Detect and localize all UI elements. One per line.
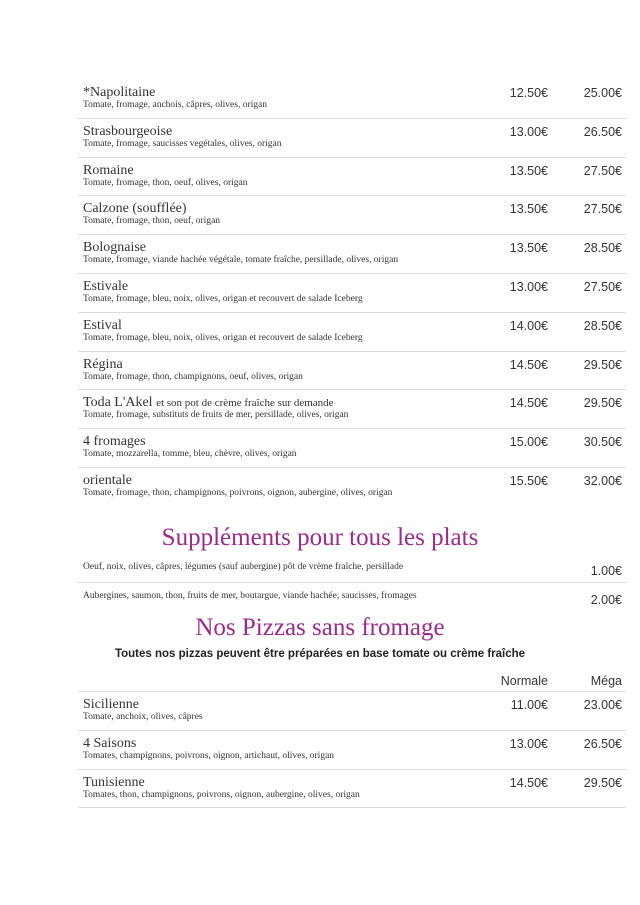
- price-normale: 13.50€: [509, 241, 548, 256]
- menu-item: [78, 196, 626, 235]
- supplement-price: 2.00€: [590, 593, 622, 607]
- price-mega: 28.50€: [583, 318, 622, 333]
- menu-item: [78, 468, 626, 507]
- item-name: Romaine: [83, 162, 134, 178]
- price-normale: 13.50€: [509, 202, 548, 217]
- price-mega: 32.00€: [583, 473, 622, 488]
- item-name: Toda L'Akel: [83, 395, 153, 411]
- price-mega: 29.50€: [583, 357, 622, 372]
- price-mega: 25.00€: [583, 86, 622, 100]
- supplements-heading: Suppléments pour tous les plats: [161, 524, 479, 551]
- item-name: Estival: [83, 317, 122, 333]
- price-mega: 27.50€: [583, 163, 622, 178]
- sans-fromage-list: [78, 692, 626, 808]
- supplement-price: 1.00€: [590, 564, 622, 578]
- item-description: Tomate, fromage, anchois, câpres, olives, origan: [83, 100, 267, 110]
- price-normale: 12.50€: [509, 86, 548, 100]
- supplement-row: [78, 583, 626, 612]
- price-normale: 14.00€: [509, 318, 548, 333]
- price-normale: 15.50€: [509, 473, 548, 488]
- price-mega: 27.50€: [583, 279, 622, 294]
- item-name: 4 fromages: [83, 434, 146, 450]
- menu-item: [78, 235, 626, 274]
- price-normale: 13.00€: [509, 736, 548, 751]
- item-name: Sicilienne: [83, 697, 139, 712]
- price-mega: 28.50€: [583, 241, 622, 256]
- column-normale-label: Normale: [500, 674, 548, 688]
- item-description: Tomate, mozzarella, tomme, bleu, chèvre, olives, origan: [83, 449, 297, 460]
- menu-item: [78, 313, 626, 352]
- item-name: orientale: [83, 472, 132, 488]
- menu-item: [78, 731, 626, 770]
- menu-item: [78, 80, 626, 119]
- price-mega: 29.50€: [583, 396, 622, 411]
- supplements-list: [78, 554, 626, 612]
- item-description: Tomate, fromage, thon, champignons, poivrons, oignon, aubergine, olives, origan: [83, 487, 393, 498]
- menu-item: [78, 119, 626, 158]
- item-name: Estivale: [83, 278, 129, 294]
- column-mega-label: Méga: [590, 674, 622, 688]
- item-description: Tomate, fromage, thon, oeuf, olives, origan: [83, 177, 248, 188]
- price-normale: 13.50€: [509, 163, 548, 178]
- pizza-menu-list: [78, 80, 626, 507]
- item-name: Bolognaise: [83, 240, 146, 256]
- price-normale: 14.50€: [509, 357, 548, 372]
- item-description: Tomate, fromage, substituts de fruits de mer, persillade, olives, origan: [83, 410, 349, 421]
- price-normale: 13.00€: [509, 279, 548, 294]
- menu-item: [78, 274, 626, 313]
- item-description: Tomate, fromage, bleu, noix, olives, origan et recouvert de salade Iceberg: [83, 293, 363, 304]
- item-name: Régina: [83, 356, 123, 372]
- price-mega: 30.50€: [583, 435, 622, 450]
- item-description: Tomate, fromage, viande hachée végétale, tomate fraîche, persillade, olives, origan: [83, 255, 399, 266]
- item-description: Tomates, champignons, poivrons, oignon, artichaut, olives, origan: [83, 750, 335, 761]
- price-normale: 15.00€: [509, 435, 548, 450]
- supplement-description: Oeuf, noix, olives, câpres, légumes (sauf aubergine) pôt de vrème fraîche, persillade: [83, 562, 404, 572]
- price-normale: 14.50€: [509, 396, 548, 411]
- price-mega: 26.50€: [583, 736, 622, 751]
- item-note: et son pot de crème fraîche sur demande: [156, 397, 334, 410]
- menu-item: [78, 390, 626, 429]
- supplement-description: Aubergines, saumon, thon, fruits de mer, boutargue, viande hachée, saucisses, fromages: [83, 591, 417, 601]
- item-description: Tomate, fromage, thon, champignons, oeuf, olives, origan: [83, 371, 303, 382]
- price-mega: 23.00€: [583, 698, 622, 712]
- sans-fromage-heading: Nos Pizzas sans fromage: [195, 614, 445, 641]
- price-mega: 29.50€: [583, 775, 622, 790]
- price-mega: 27.50€: [583, 202, 622, 217]
- price-normale: 11.00€: [510, 698, 548, 712]
- menu-item: [78, 429, 626, 468]
- price-column-header: [78, 666, 626, 692]
- item-description: Tomate, fromage, bleu, noix, olives, origan et recouvert de salade Iceberg: [83, 332, 363, 343]
- sans-fromage-subtitle: Toutes nos pizzas peuvent être préparées en base tomate ou crème fraîche: [114, 648, 526, 660]
- item-description: Tomate, fromage, thon, oeuf, origan: [83, 216, 221, 227]
- item-name: Calzone (soufflée): [83, 201, 187, 217]
- item-name: 4 Saisons: [83, 735, 137, 751]
- price-normale: 13.00€: [509, 124, 548, 139]
- item-name: *Napolitaine: [83, 85, 156, 100]
- menu-item: [78, 352, 626, 391]
- item-name: Tunisienne: [83, 774, 145, 790]
- item-name: Strasbourgeoise: [83, 123, 173, 139]
- supplement-row: [78, 554, 626, 583]
- menu-item: [78, 692, 626, 731]
- menu-item: [78, 158, 626, 197]
- item-description: Tomate, fromage, saucisses vegétales, olives, origan: [83, 138, 282, 149]
- item-description: Tomate, anchoix, olives, câpres: [83, 712, 203, 722]
- price-mega: 26.50€: [583, 124, 622, 139]
- menu-item: [78, 770, 626, 809]
- item-description: Tomates, thon, champignons, poivrons, oignon, aubergine, olives, origan: [83, 789, 360, 800]
- price-normale: 14.50€: [509, 775, 548, 790]
